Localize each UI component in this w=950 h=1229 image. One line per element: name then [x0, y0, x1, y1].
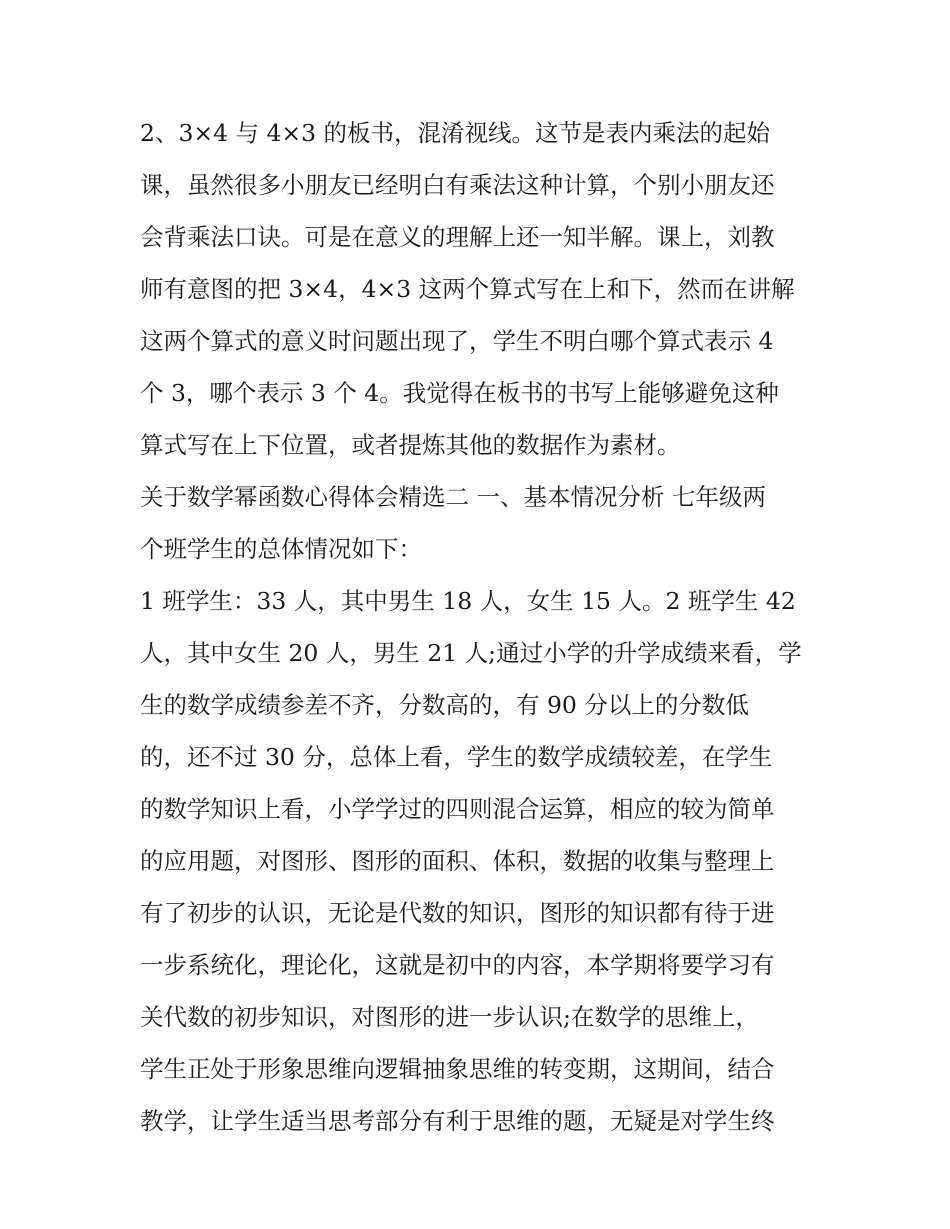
- text-line-14: 的数学知识上看，小学学过的四则混合运算，相应的较为简单: [140, 795, 775, 823]
- text-line-16: 有了初步的认识，无论是代数的知识，图形的知识都有待于进: [140, 899, 775, 927]
- text-line-7: 算式写在上下位置，或者提炼其他的数据作为素材。: [140, 431, 681, 459]
- text-line-18: 关代数的初步知识，对图形的进一步认识;在数学的思维上，: [140, 1003, 759, 1031]
- text-line-6: 个 3，哪个表示 3 个 4。我觉得在板书的书写上能够避免这种: [140, 379, 779, 407]
- text-line-8: 关于数学幂函数心得体会精选二 一、基本情况分析 七年级两: [140, 483, 766, 511]
- text-line-5: 这两个算式的意义时问题出现了，学生不明白哪个算式表示 4: [140, 327, 774, 355]
- text-line-1: 2、3×4 与 4×3 的板书，混淆视线。这节是表内乘法的起始: [140, 119, 771, 147]
- text-line-10: 1 班学生：33 人，其中男生 18 人，女生 15 人。2 班学生 42: [140, 587, 796, 615]
- text-line-4: 师有意图的把 3×4，4×3 这两个算式写在上和下，然而在讲解: [140, 275, 795, 303]
- text-line-12: 生的数学成绩参差不齐，分数高的，有 90 分以上的分数低: [140, 691, 749, 719]
- text-line-11: 人，其中女生 20 人，男生 21 人;通过小学的升学成绩来看，学: [140, 639, 802, 667]
- text-line-20: 教学，让学生适当思考部分有利于思维的题，无疑是对学生终: [140, 1107, 775, 1135]
- text-line-15: 的应用题，对图形、图形的面积、体积，数据的收集与整理上: [140, 847, 775, 875]
- text-line-19: 学生正处于形象思维向逻辑抽象思维的转变期，这期间，结合: [140, 1055, 775, 1083]
- text-line-2: 课，虽然很多小朋友已经明白有乘法这种计算，个别小朋友还: [140, 171, 775, 199]
- text-line-3: 会背乘法口诀。可是在意义的理解上还一知半解。课上，刘教: [140, 223, 775, 251]
- text-line-9: 个班学生的总体情况如下：: [140, 535, 422, 563]
- document-body: [140, 107, 820, 1147]
- text-line-17: 一步系统化，理论化，这就是初中的内容，本学期将要学习有: [140, 951, 775, 979]
- text-line-13: 的，还不过 30 分，总体上看，学生的数学成绩较差，在学生: [140, 743, 773, 771]
